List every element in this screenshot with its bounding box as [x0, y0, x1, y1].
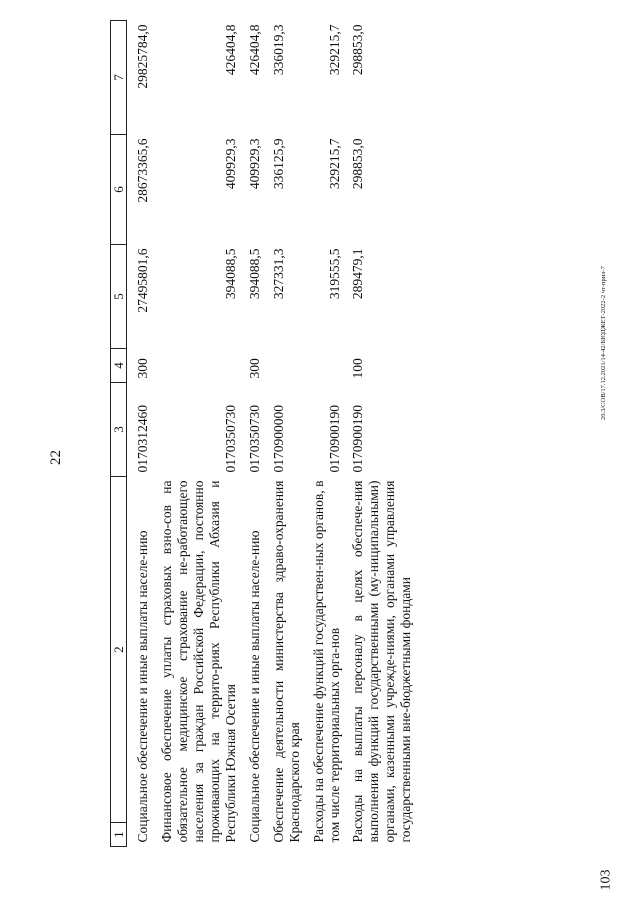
row-amount-2024: 426404,8 [246, 24, 262, 76]
table-header-row [111, 21, 127, 847]
row-amount-2023: 298853,0 [350, 138, 366, 190]
row-amount-2022: 27495801,6 [135, 248, 151, 313]
row-expense-type [303, 349, 343, 383]
row-name: Расходы на обеспечение функций государствен-ных органов, в том числе территориальных орга-нов [310, 480, 342, 843]
header-col-5: 5 [111, 245, 127, 349]
row-expense-type [263, 349, 303, 383]
header-col-7: 7 [111, 21, 127, 135]
header-col-3: 3 [111, 383, 127, 477]
row-name: Расходы на выплаты персоналу в целях обеспече-ния выполнения функций государственными (му-ниципальными) органами, казенными учрежде-ниями, органами управления государственными вне-бюджетными фондами [350, 480, 414, 843]
table-row [342, 21, 414, 847]
row-target-code: 0170900190 [350, 405, 366, 473]
row-name: Обеспечение деятельности министерства здраво-охранения Краснодарского края [270, 480, 302, 843]
row-target-code: 0170900000 [270, 405, 286, 473]
table-row [151, 21, 239, 847]
row-amount-2022: 394088,5 [246, 248, 262, 300]
row-amount-2022: 327331,3 [270, 248, 286, 300]
sheet-number: 22 [48, 450, 64, 465]
table-row [239, 21, 263, 847]
row-amount-2024: 336019,3 [270, 24, 286, 76]
header-col-1: 1 [111, 823, 127, 847]
row-amount-2024: 329215,7 [326, 24, 342, 76]
row-amount-2022: 319555,5 [326, 248, 342, 300]
header-col-6: 6 [111, 135, 127, 245]
table-row [127, 21, 151, 847]
row-amount-2023: 409929,3 [222, 138, 238, 190]
row-target-code: 0170312460 [135, 405, 151, 473]
row-amount-2024: 29825784,0 [135, 24, 151, 89]
row-name: Социальное обеспечение и иные выплаты населе-нию [135, 530, 151, 843]
header-col-4: 4 [111, 349, 127, 383]
table-row [263, 21, 303, 847]
table-body [127, 21, 414, 847]
row-amount-2024: 298853,0 [350, 24, 366, 76]
row-target-code: 0170350730 [246, 405, 262, 473]
row-amount-2023: 336125,9 [270, 138, 286, 190]
row-expense-type: 300 [135, 358, 151, 379]
page-number: 103 [598, 869, 614, 891]
row-expense-type: 300 [246, 358, 262, 379]
row-amount-2023: 409929,3 [246, 138, 262, 190]
document-code: 20.3/СОВ/17.12.2021/14-42/БЮДЖЕТ-2022-2 чт-прил-7 [600, 266, 607, 420]
row-amount-2022: 289479,1 [350, 248, 366, 300]
row-amount-2023: 329215,7 [326, 138, 342, 190]
row-target-code: 0170350730 [222, 405, 238, 473]
row-expense-type [151, 349, 239, 383]
row-name: Социальное обеспечение и иные выплаты населе-нию [246, 530, 262, 843]
row-amount-2022: 394088,5 [222, 248, 238, 300]
budget-table [110, 20, 414, 847]
row-amount-2024: 426404,8 [222, 24, 238, 76]
row-amount-2023: 28673365,6 [135, 138, 151, 203]
row-target-code: 0170900190 [326, 405, 342, 473]
row-name: Финансовое обеспечение уплаты страховых взно-сов на обязательное медицинское страхование не-работающего населения за граждан Российской Федерации, постоянно проживающих на террито-риях Республики Абхазия и Республики Южная Осетия [159, 480, 238, 843]
table-row [303, 21, 343, 847]
header-col-2: 2 [111, 477, 127, 823]
row-expense-type: 100 [350, 358, 366, 379]
